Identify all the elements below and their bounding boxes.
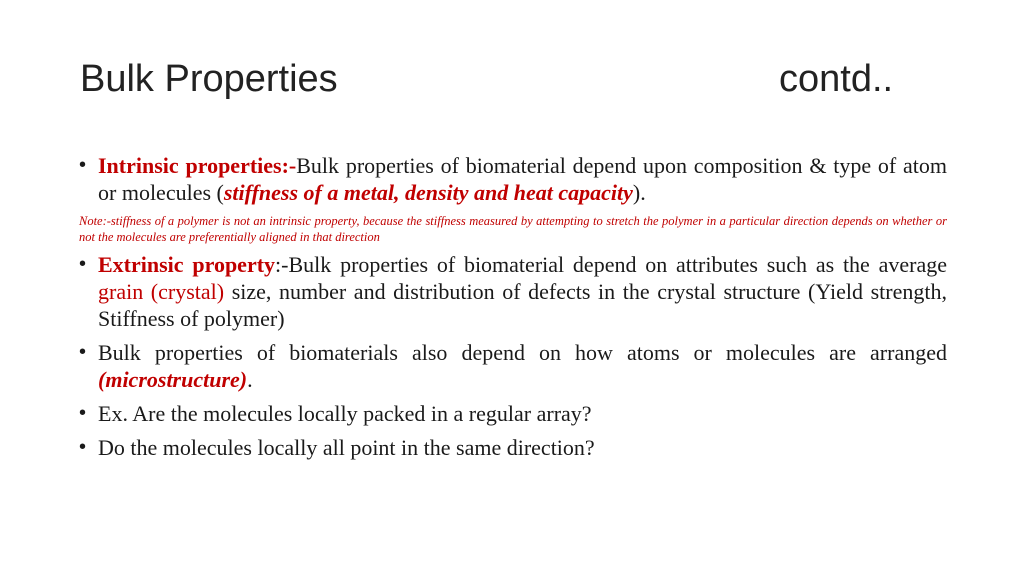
direction-text: Do the molecules locally all point in the same direction?	[98, 435, 595, 460]
intrinsic-text-end: ).	[632, 180, 646, 205]
bullet-dot-icon: •	[79, 436, 87, 458]
extrinsic-term: Extrinsic property	[98, 252, 276, 277]
slide-content	[79, 152, 947, 468]
microstructure-text: Bulk properties of biomaterials also depend on how atoms or molecules are arranged	[98, 340, 947, 365]
slide-title-suffix: contd..	[779, 58, 894, 100]
polymer-stiffness-note: Note:-stiffness of a polymer is not an intrinsic property, because the stiffness measured by attempting to stretch the polymer in a particular direction depends on whether or not the molecules are preferentially aligned in that direction	[79, 214, 947, 244]
bullet-extrinsic-property	[79, 251, 947, 332]
intrinsic-examples: stiffness of a metal, density and heat capacity	[223, 180, 633, 205]
extrinsic-text-end: size, number and distribution of defects in the crystal structure (Yield strength, Stiffness of polymer)	[98, 279, 947, 331]
bullet-dot-icon: •	[79, 253, 87, 275]
intrinsic-term: Intrinsic properties:-	[98, 153, 297, 178]
bullet-direction-question	[79, 434, 947, 461]
bullet-microstructure	[79, 339, 947, 393]
regular-array-text: Ex. Are the molecules locally packed in a regular array?	[98, 401, 592, 426]
bullet-dot-icon: •	[79, 341, 87, 363]
grain-highlight: grain (crystal)	[98, 279, 225, 304]
bullet-regular-array-question	[79, 400, 947, 427]
microstructure-text-end: .	[247, 367, 253, 392]
slide-title: Bulk Properties	[80, 58, 338, 100]
microstructure-emphasis: (microstructure)	[98, 367, 248, 392]
intrinsic-text: Bulk properties of biomaterial depend upon composition & type of atom or molecules (	[98, 153, 947, 205]
bullet-dot-icon: •	[79, 402, 87, 424]
bullet-intrinsic-properties	[79, 152, 947, 206]
bullet-dot-icon: •	[79, 154, 87, 176]
extrinsic-text: :-Bulk properties of biomaterial depend on attributes such as the average	[275, 252, 947, 277]
